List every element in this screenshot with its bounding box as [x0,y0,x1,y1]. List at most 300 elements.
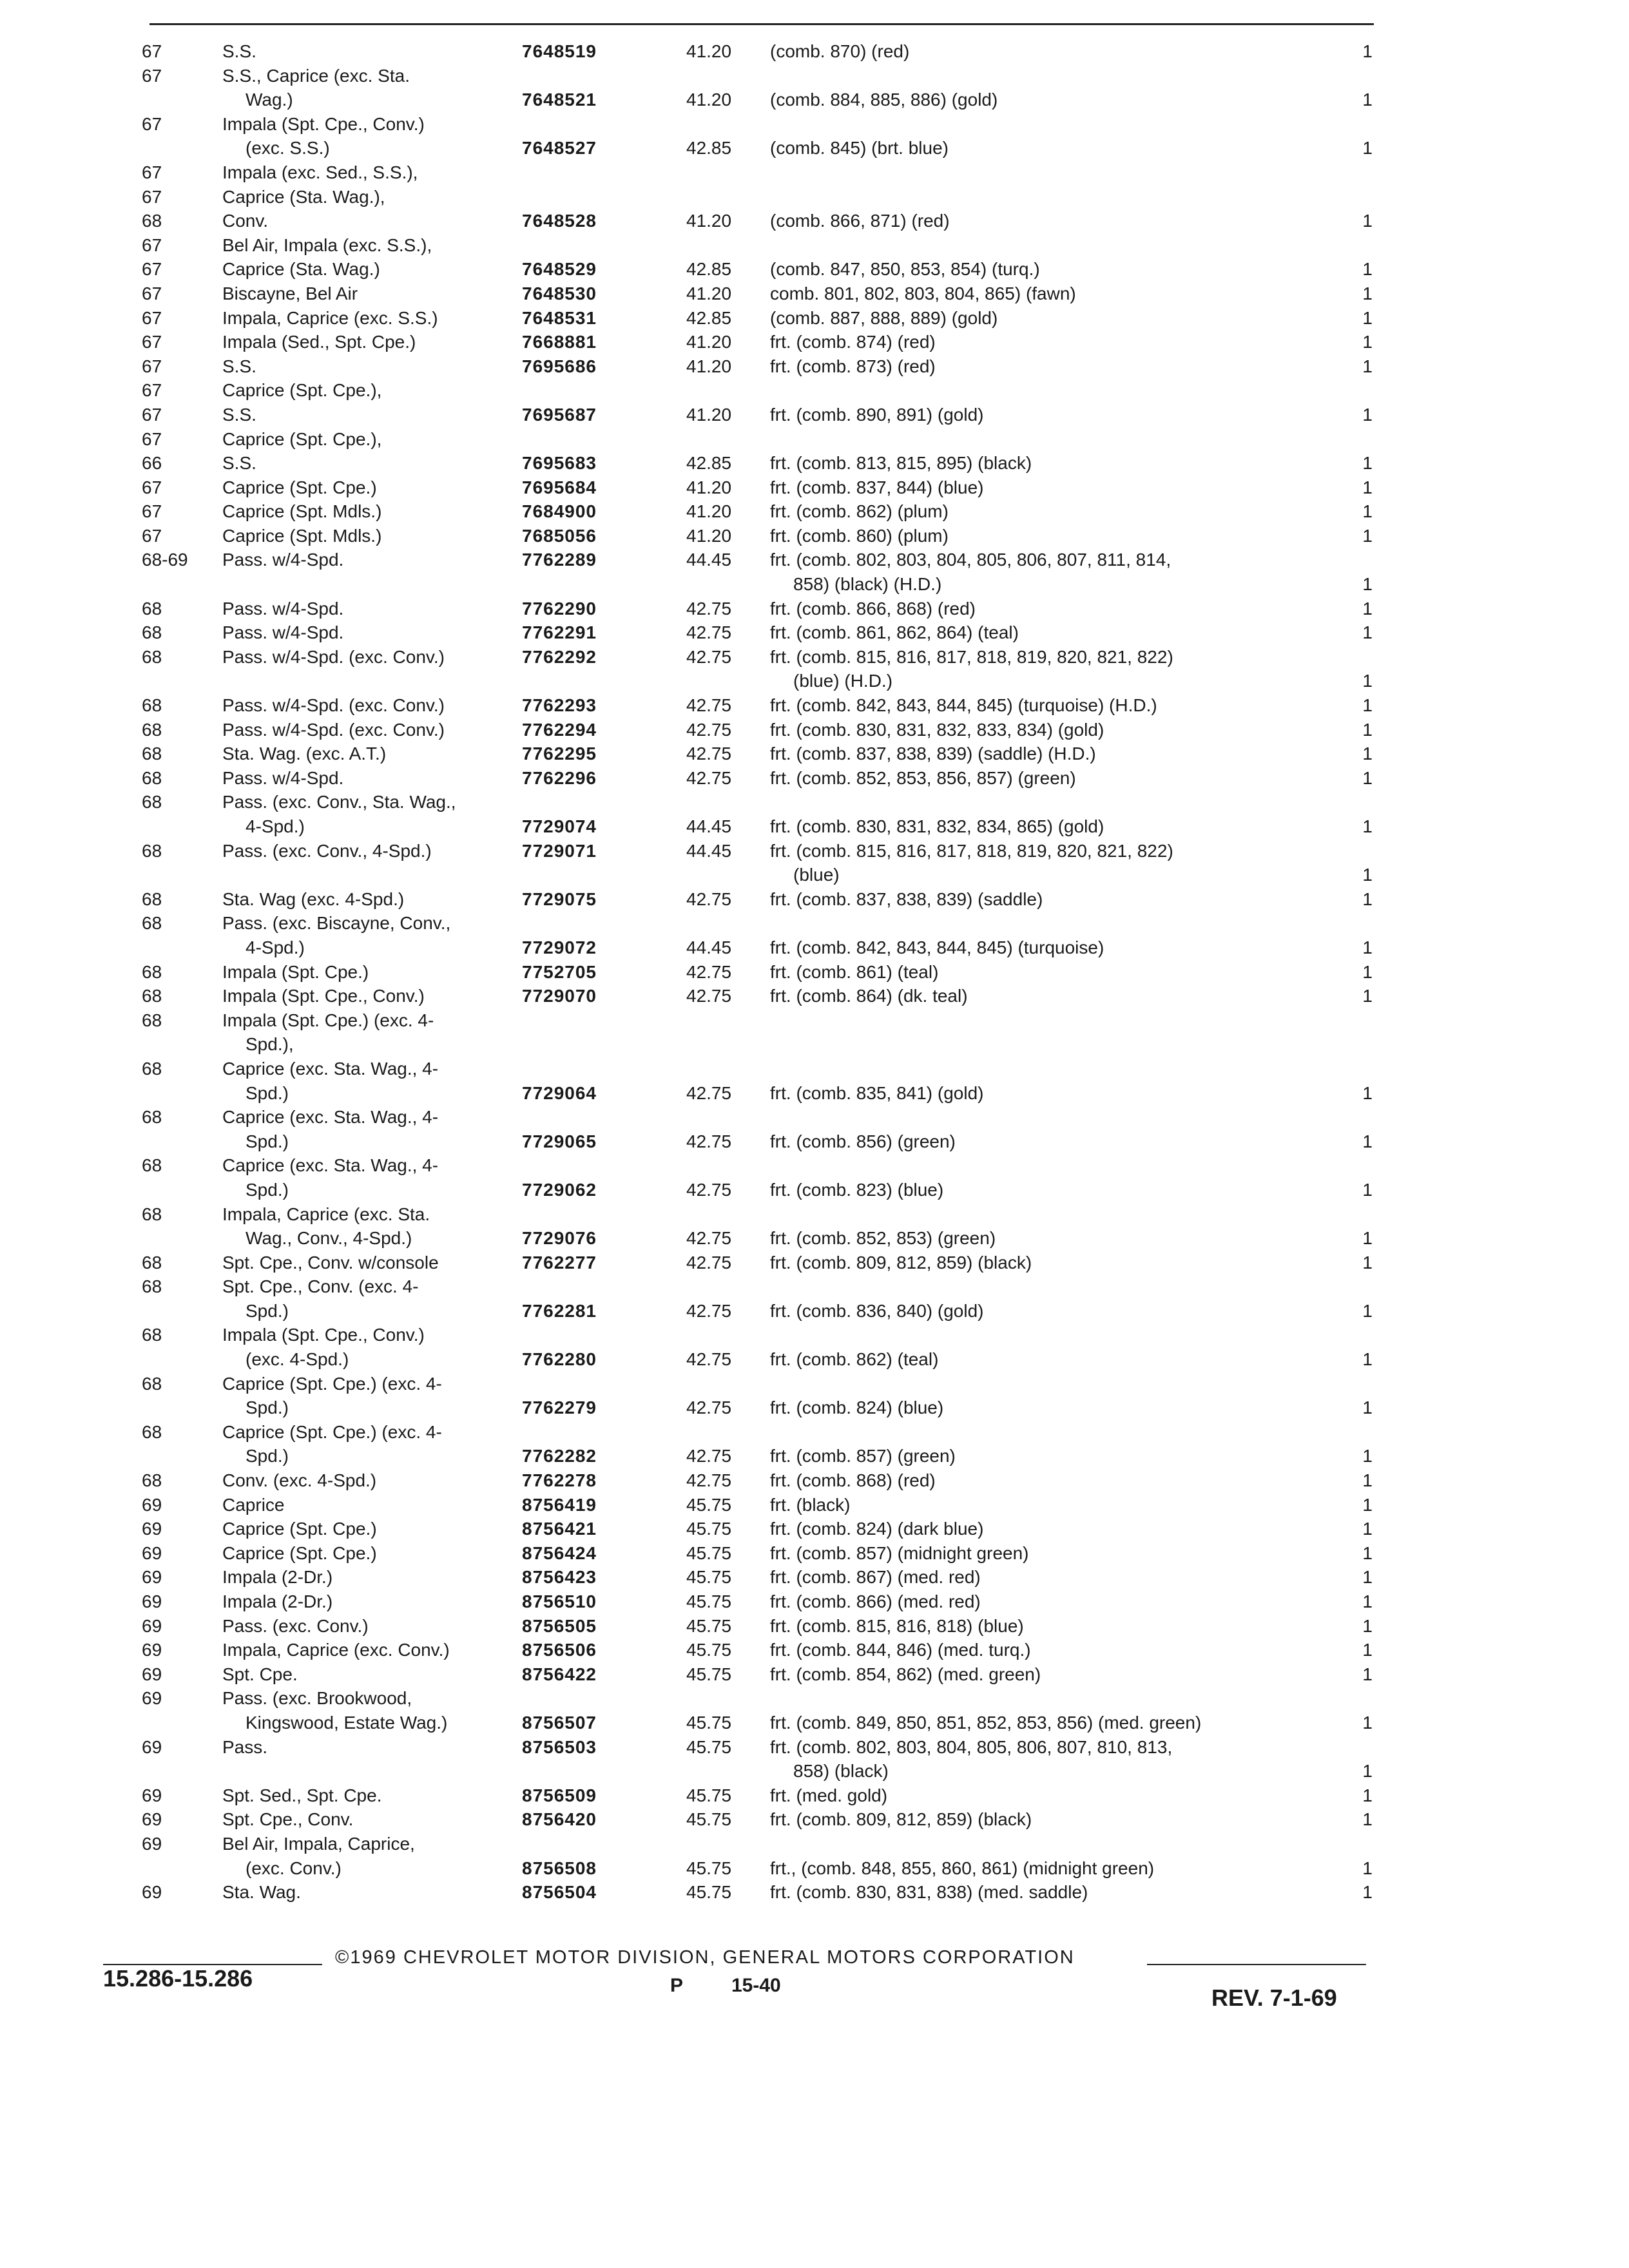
part-number: 7762280 [522,1349,597,1370]
list-price: 45.75 [686,1567,732,1588]
model-description: Pass. w/4-Spd. [222,598,344,619]
model-description: Pass. w/4-Spd. (exc. Conv.) [222,719,445,740]
parts-row [0,1106,1629,1130]
parts-row [0,1711,1629,1736]
quantity: 1 [1362,259,1373,280]
model-year: 69 [142,1640,162,1660]
model-description: Pass. [222,1736,268,1757]
color-description: frt. (comb. 867) (med. red) [770,1567,981,1588]
model-description: Spt. Cpe., Conv. w/console [222,1252,439,1273]
model-description: Impala (exc. Sed., S.S.), [222,162,418,182]
list-price: 45.75 [686,1736,732,1757]
part-number: 8756503 [522,1736,597,1757]
parts-row [0,573,1629,597]
parts-row [0,985,1629,1009]
quantity: 1 [1362,1131,1373,1151]
parts-row [0,40,1629,64]
parts-row [0,1832,1629,1857]
model-year: 68 [142,913,162,934]
parts-row [0,597,1629,622]
part-number: 8756508 [522,1858,597,1878]
list-price: 42.75 [686,889,732,909]
quantity: 1 [1362,1858,1373,1878]
model-description: Spd.) [246,1179,289,1200]
model-description: (exc. Conv.) [246,1858,342,1878]
quantity: 1 [1362,138,1373,159]
list-price: 42.75 [686,961,732,982]
quantity: 1 [1362,767,1373,788]
color-description: frt. (comb. 835, 841) (gold) [770,1082,984,1103]
quantity: 1 [1362,1640,1373,1660]
model-description: Pass. w/4-Spd. [222,622,344,643]
list-price: 42.75 [686,719,732,740]
model-description: Impala (Sed., Spt. Cpe.) [222,332,416,352]
model-year: 69 [142,1519,162,1539]
part-number: 7648519 [522,41,597,61]
quantity: 1 [1362,744,1373,764]
parts-row [0,840,1629,864]
part-number: 7762290 [522,598,597,619]
color-description: frt. (comb. 815, 816, 817, 818, 819, 820, 821, 822) [770,840,1173,861]
model-description: Caprice (exc. Sta. Wag., 4- [222,1155,439,1176]
quantity: 1 [1362,1809,1373,1830]
model-description: Impala, Caprice (exc. S.S.) [222,307,438,328]
model-description: Spt. Cpe., Conv. (exc. 4- [222,1276,419,1297]
color-description: (comb. 884, 885, 886) (gold) [770,90,998,110]
quantity: 1 [1362,525,1373,546]
list-price: 44.45 [686,937,732,957]
color-description: frt. (comb. 866) (med. red) [770,1591,981,1611]
parts-row [0,1082,1629,1106]
quantity: 1 [1362,1300,1373,1321]
parts-row [0,500,1629,524]
color-description: (comb. 870) (red) [770,41,910,61]
model-year: 67 [142,41,162,61]
quantity: 1 [1362,816,1373,836]
part-number: 7762282 [522,1446,597,1466]
parts-row [0,936,1629,961]
model-description: Conv. (exc. 4-Spd.) [222,1470,377,1491]
model-year: 68 [142,695,162,716]
model-description: Bel Air, Impala (exc. S.S.), [222,235,432,255]
color-description: frt. (comb. 813, 815, 895) (black) [770,453,1032,474]
quantity: 1 [1362,622,1373,643]
part-number: 7729076 [522,1228,597,1249]
list-price: 42.75 [686,622,732,643]
model-year: 68 [142,719,162,740]
quantity: 1 [1362,90,1373,110]
model-description: Caprice (Spt. Cpe.) [222,1519,377,1539]
model-year: 67 [142,525,162,546]
parts-row [0,742,1629,767]
list-price: 42.85 [686,453,732,474]
list-price: 45.75 [686,1664,732,1684]
model-description: (exc. 4-Spd.) [246,1349,349,1370]
color-description: (blue) (H.D.) [793,671,893,691]
parts-row [0,1323,1629,1348]
part-number: 7729075 [522,889,597,909]
list-price: 45.75 [686,1712,732,1733]
model-description: (exc. S.S.) [246,138,330,159]
parts-row [0,1057,1629,1082]
model-year: 68 [142,767,162,788]
model-description: Pass. (exc. Conv.) [222,1615,369,1636]
list-price: 42.75 [686,1228,732,1249]
part-number: 7762292 [522,646,597,667]
list-price: 44.45 [686,840,732,861]
list-price: 42.85 [686,259,732,280]
model-description: Spd.) [246,1131,289,1151]
model-description: Sta. Wag. [222,1882,301,1903]
quantity: 1 [1362,1761,1373,1782]
color-description: frt. (comb. 823) (blue) [770,1179,944,1200]
part-number: 7648531 [522,307,597,328]
quantity: 1 [1362,598,1373,619]
model-year: 68 [142,211,162,231]
model-description: Spd.) [246,1398,289,1418]
parts-row [0,912,1629,936]
color-description: frt., (comb. 848, 855, 860, 861) (midnight green) [770,1858,1155,1878]
quantity: 1 [1362,986,1373,1006]
model-year: 69 [142,1809,162,1830]
model-description: Pass. w/4-Spd. [222,550,344,570]
parts-list [0,40,1629,1905]
list-price: 41.20 [686,211,732,231]
quantity: 1 [1362,961,1373,982]
model-year: 67 [142,235,162,255]
model-description: Spd.) [246,1446,289,1466]
model-year: 69 [142,1542,162,1563]
quantity: 1 [1362,477,1373,497]
model-year: 67 [142,283,162,303]
color-description: frt. (comb. 830, 831, 838) (med. saddle) [770,1882,1088,1903]
list-price: 42.75 [686,1082,732,1103]
parts-row [0,1663,1629,1687]
model-year: 68 [142,1421,162,1442]
parts-row [0,1203,1629,1227]
part-number: 8756420 [522,1809,597,1830]
parts-row [0,548,1629,573]
color-description: frt. (comb. 861, 862, 864) (teal) [770,622,1019,643]
model-description: Caprice (Spt. Mdls.) [222,525,382,546]
list-price: 41.20 [686,90,732,110]
list-price: 41.20 [686,356,732,376]
model-year: 68 [142,598,162,619]
list-price: 42.75 [686,695,732,716]
part-number: 8756507 [522,1712,597,1733]
list-price: 44.45 [686,550,732,570]
parts-row [0,669,1629,694]
model-description: Caprice (Spt. Cpe.) [222,1542,377,1563]
parts-row [0,1009,1629,1033]
model-year: 69 [142,1615,162,1636]
model-description: S.S. [222,453,256,474]
quantity: 1 [1362,1252,1373,1273]
color-description: frt. (comb. 802, 803, 804, 805, 806, 807, 810, 813, [770,1736,1173,1757]
model-description: Spt. Sed., Spt. Cpe. [222,1785,382,1805]
parts-row [0,1808,1629,1832]
parts-row [0,307,1629,331]
list-price: 41.20 [686,501,732,522]
part-number: 7648530 [522,283,597,303]
model-year: 68 [142,1107,162,1128]
list-price: 42.75 [686,767,732,788]
part-number: 7729064 [522,1082,597,1103]
color-description: frt. (comb. 868) (red) [770,1470,936,1491]
list-price: 42.75 [686,1300,732,1321]
model-description: Caprice (Spt. Mdls.) [222,501,382,522]
parts-row [0,1517,1629,1542]
list-price: 45.75 [686,1591,732,1611]
parts-row [0,1421,1629,1445]
model-description: Sta. Wag. (exc. A.T.) [222,744,387,764]
quantity: 1 [1362,332,1373,352]
part-number: 7729065 [522,1131,597,1151]
quantity: 1 [1362,307,1373,328]
quantity: 1 [1362,889,1373,909]
model-year: 67 [142,307,162,328]
quantity: 1 [1362,1712,1373,1733]
part-number: 7729074 [522,816,597,836]
model-year: 69 [142,1494,162,1515]
quantity: 1 [1362,1519,1373,1539]
model-description: Impala (Spt. Cpe., Conv.) [222,113,425,134]
model-year: 68 [142,889,162,909]
part-number: 7762296 [522,767,597,788]
list-price: 42.75 [686,1470,732,1491]
model-description: S.S. [222,356,256,376]
part-number: 8756419 [522,1494,597,1515]
color-description: frt. (comb. 873) (red) [770,356,936,376]
parts-row [0,113,1629,137]
parts-row [0,718,1629,743]
model-description: S.S., Caprice (exc. Sta. [222,65,410,86]
model-year: 68 [142,1204,162,1224]
section-number: 15.286-15.286 [103,1965,253,1992]
model-description: Impala, Caprice (exc. Conv.) [222,1640,450,1660]
color-description: frt. (comb. 862) (plum) [770,501,949,522]
parts-row [0,1251,1629,1276]
model-year: 68 [142,1010,162,1030]
parts-row [0,209,1629,234]
list-price: 42.75 [686,744,732,764]
quantity: 1 [1362,1785,1373,1805]
parts-row [0,1784,1629,1809]
parts-row [0,1372,1629,1397]
model-description: Impala (2-Dr.) [222,1591,333,1611]
model-description: S.S. [222,41,256,61]
model-year: 68 [142,792,162,812]
parts-row [0,1857,1629,1881]
model-description: Impala (Spt. Cpe., Conv.) [222,1325,425,1345]
list-price: 42.75 [686,1252,732,1273]
color-description: (comb. 887, 888, 889) (gold) [770,307,998,328]
model-description: Caprice (Sta. Wag.), [222,186,385,207]
model-description: Wag., Conv., 4-Spd.) [246,1228,412,1249]
color-description: frt. (comb. 856) (green) [770,1131,956,1151]
model-description: Spt. Cpe., Conv. [222,1809,354,1830]
color-description: frt. (comb. 815, 816, 817, 818, 819, 820, 821, 822) [770,646,1173,667]
quantity: 1 [1362,1567,1373,1588]
list-price: 45.75 [686,1640,732,1660]
list-price: 42.75 [686,1446,732,1466]
list-price: 41.20 [686,404,732,425]
parts-row [0,88,1629,113]
color-description: (comb. 847, 850, 853, 854) (turq.) [770,259,1040,280]
color-description: frt. (comb. 837, 838, 839) (saddle) (H.D.) [770,744,1096,764]
model-description: Impala (Spt. Cpe.) [222,961,369,982]
part-number: 8756424 [522,1542,597,1563]
parts-row [0,1445,1629,1469]
quantity: 1 [1362,1470,1373,1491]
model-description: Pass. (exc. Biscayne, Conv., [222,913,451,934]
model-description: Caprice (exc. Sta. Wag., 4- [222,1107,439,1128]
quantity: 1 [1362,1882,1373,1903]
part-number: 7762289 [522,550,597,570]
parts-row [0,1348,1629,1372]
model-year: 68 [142,646,162,667]
model-year: 67 [142,428,162,449]
color-description: frt. (comb. 890, 891) (gold) [770,404,984,425]
quantity: 1 [1362,719,1373,740]
color-description: frt. (black) [770,1494,851,1515]
quantity: 1 [1362,283,1373,303]
part-number: 7752705 [522,961,597,982]
parts-row [0,1300,1629,1324]
model-description: Pass. (exc. Conv., 4-Spd.) [222,840,432,861]
part-number: 7762291 [522,622,597,643]
part-number: 8756510 [522,1591,597,1611]
color-description: frt. (comb. 864) (dk. teal) [770,986,968,1006]
color-description: frt. (comb. 857) (green) [770,1446,956,1466]
quantity: 1 [1362,695,1373,716]
parts-row [0,1494,1629,1518]
parts-row [0,403,1629,428]
model-year: 68 [142,1155,162,1176]
parts-row [0,815,1629,840]
model-year: 69 [142,1736,162,1757]
parts-row [0,694,1629,718]
parts-row [0,1542,1629,1566]
part-number: 8756504 [522,1882,597,1903]
list-price: 42.75 [686,1179,732,1200]
model-year: 67 [142,404,162,425]
page-number: 15-40 [731,1975,781,1996]
model-year: 68-69 [142,550,188,570]
model-description: Impala (Spt. Cpe.) (exc. 4- [222,1010,434,1030]
color-description: frt. (comb. 824) (blue) [770,1398,944,1418]
model-year: 68 [142,1470,162,1491]
color-description: frt. (comb. 844, 846) (med. turq.) [770,1640,1031,1660]
model-year: 69 [142,1591,162,1611]
color-description: (blue) [793,865,840,885]
model-description: Caprice (Spt. Cpe.) (exc. 4- [222,1373,442,1394]
parts-row [0,476,1629,501]
color-description: frt. (comb. 866, 868) (red) [770,598,976,619]
color-description: frt. (comb. 836, 840) (gold) [770,1300,984,1321]
parts-row [0,331,1629,355]
parts-row [0,621,1629,646]
color-description: (comb. 845) (brt. blue) [770,138,949,159]
model-year: 67 [142,162,162,182]
list-price: 42.75 [686,1131,732,1151]
model-year: 67 [142,259,162,280]
model-description: Conv. [222,211,269,231]
parts-row [0,1469,1629,1494]
model-year: 66 [142,453,162,474]
model-description: Impala (Spt. Cpe., Conv.) [222,986,425,1006]
parts-row [0,1760,1629,1784]
model-year: 69 [142,1567,162,1588]
part-number: 7729070 [522,986,597,1006]
color-description: frt. (comb. 857) (midnight green) [770,1542,1029,1563]
parts-row [0,888,1629,912]
quantity: 1 [1362,1082,1373,1103]
color-description: frt. (comb. 830, 831, 832, 834, 865) (gold) [770,816,1104,836]
part-number: 7648528 [522,211,597,231]
parts-row [0,1687,1629,1711]
color-description: frt. (comb. 849, 850, 851, 852, 853, 856) (med. green) [770,1712,1202,1733]
parts-row [0,1590,1629,1615]
color-description: frt. (comb. 809, 812, 859) (black) [770,1809,1032,1830]
color-description: frt. (comb. 860) (plum) [770,525,949,546]
color-description: frt. (comb. 802, 803, 804, 805, 806, 807, 811, 814, [770,550,1171,570]
part-number: 7648521 [522,90,597,110]
part-number: 7762293 [522,695,597,716]
parts-row [0,234,1629,258]
part-number: 7729062 [522,1179,597,1200]
quantity: 1 [1362,41,1373,61]
quantity: 1 [1362,1664,1373,1684]
model-description: Caprice (Spt. Cpe.), [222,380,382,401]
list-price: 45.75 [686,1858,732,1878]
model-year: 68 [142,961,162,982]
parts-row [0,1227,1629,1251]
list-price: 41.20 [686,332,732,352]
model-description: Wag.) [246,90,293,110]
list-price: 45.75 [686,1809,732,1830]
model-description: Caprice (Spt. Cpe.) [222,477,377,497]
model-year: 69 [142,1664,162,1684]
model-description: Caprice (exc. Sta. Wag., 4- [222,1058,439,1079]
model-description: 4-Spd.) [246,816,305,836]
model-description: Pass. (exc. Conv., Sta. Wag., [222,792,456,812]
model-year: 69 [142,1688,162,1709]
part-number: 8756423 [522,1567,597,1588]
parts-row [0,186,1629,210]
model-year: 68 [142,1373,162,1394]
color-description: frt. (comb. 862) (teal) [770,1349,939,1370]
list-price: 42.75 [686,1349,732,1370]
parts-row [0,1033,1629,1057]
model-year: 69 [142,1833,162,1854]
model-description: Bel Air, Impala, Caprice, [222,1833,415,1854]
list-price: 45.75 [686,1785,732,1805]
model-year: 68 [142,1325,162,1345]
parts-row [0,961,1629,985]
parts-row [0,1154,1629,1178]
parts-row [0,767,1629,791]
parts-row [0,1639,1629,1663]
model-year: 68 [142,1252,162,1273]
model-year: 67 [142,501,162,522]
model-year: 69 [142,1882,162,1903]
parts-row [0,282,1629,307]
page-prefix: P [670,1975,684,1996]
parts-row [0,1396,1629,1421]
parts-row [0,791,1629,815]
part-number: 8756506 [522,1640,597,1660]
